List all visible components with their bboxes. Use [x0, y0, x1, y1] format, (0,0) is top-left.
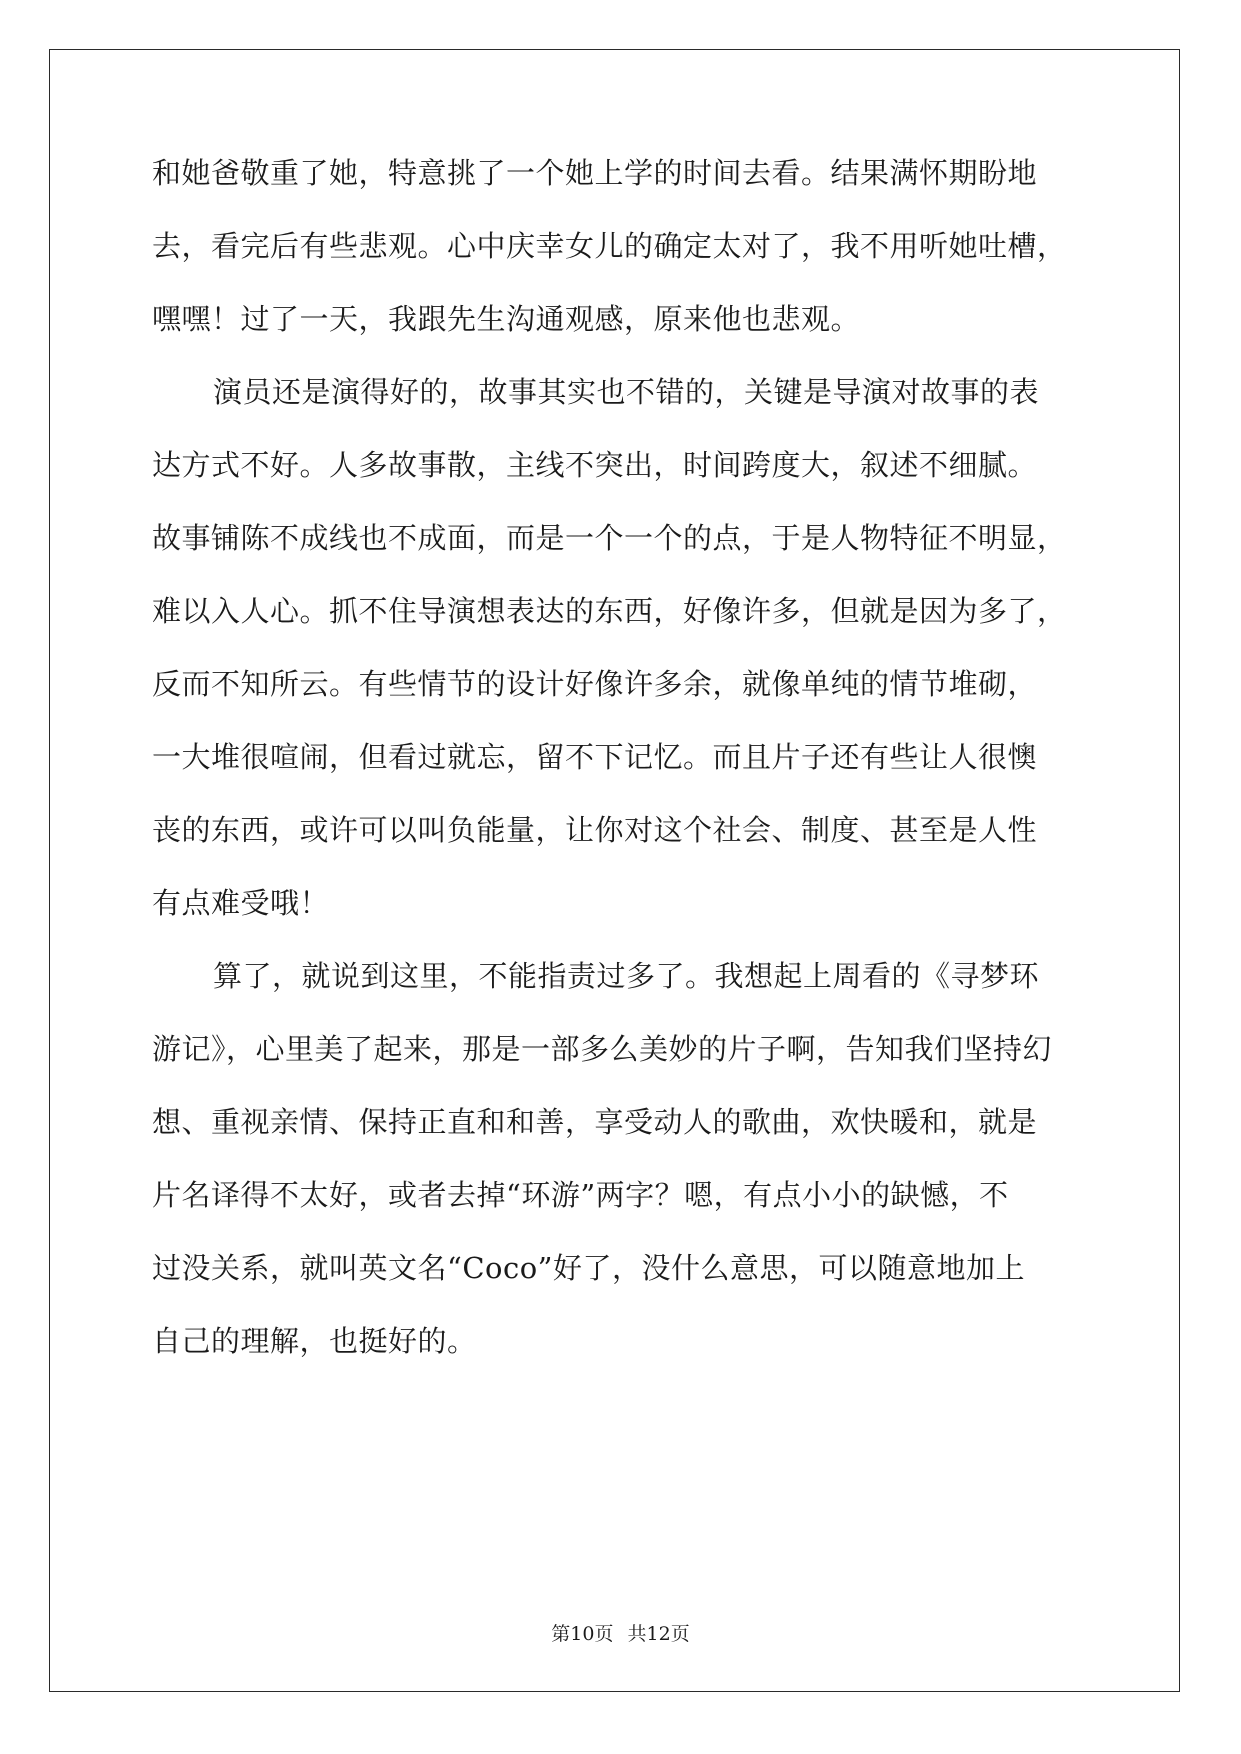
text-line: 有点难受哦！: [152, 886, 330, 920]
text-line: 嘿嘿！过了一天，我跟先生沟通观感，原来他也悲观。: [152, 302, 861, 336]
text-line: 过没关系，就叫英文名“Coco”好了，没什么意思，可以随意地加上: [152, 1251, 1026, 1285]
text-line: 难以入人心。抓不住导演想表达的东西，好像许多，但就是因为多了，: [152, 594, 1067, 628]
text-line: 想、重视亲情、保持正直和和善，享受动人的歌曲，欢快暖和，就是: [152, 1105, 1038, 1139]
text-line: 故事铺陈不成线也不成面，而是一个一个的点，于是人物特征不明显，: [152, 521, 1067, 555]
text-line: 丧的东西，或许可以叫负能量，让你对这个社会、制度、甚至是人性: [152, 813, 1038, 847]
page-number: 第10页: [551, 1623, 614, 1645]
text-line: 反而不知所云。有些情节的设计好像许多余，就像单纯的情节堆砌，: [152, 667, 1038, 701]
page-total: 共12页: [627, 1623, 690, 1645]
page-footer: [0, 1620, 1241, 1648]
text-line: 和她爸敬重了她，特意挑了一个她上学的时间去看。结果满怀期盼地: [152, 156, 1038, 190]
text-line: 游记》，心里美了起来，那是一部多么美妙的片子啊，告知我们坚持幻: [152, 1032, 1053, 1066]
paragraph-start-line: 算了，就说到这里，不能指责过多了。我想起上周看的《寻梦环: [213, 959, 1040, 993]
text-line: 片名译得不太好，或者去掉“环游”两字？嗯，有点小小的缺憾，不: [152, 1178, 1009, 1212]
text-line: 去，看完后有些悲观。心中庆幸女儿的确定太对了，我不用听她吐槽，: [152, 229, 1067, 263]
text-line: 达方式不好。人多故事散，主线不突出，时间跨度大，叙述不细腻。: [152, 448, 1038, 482]
text-line: 自己的理解，也挺好的。: [152, 1324, 477, 1358]
text-line: 一大堆很喧闹，但看过就忘，留不下记忆。而且片子还有些让人很懊: [152, 740, 1038, 774]
paragraph-start-line: 演员还是演得好的，故事其实也不错的，关键是导演对故事的表: [213, 375, 1040, 409]
